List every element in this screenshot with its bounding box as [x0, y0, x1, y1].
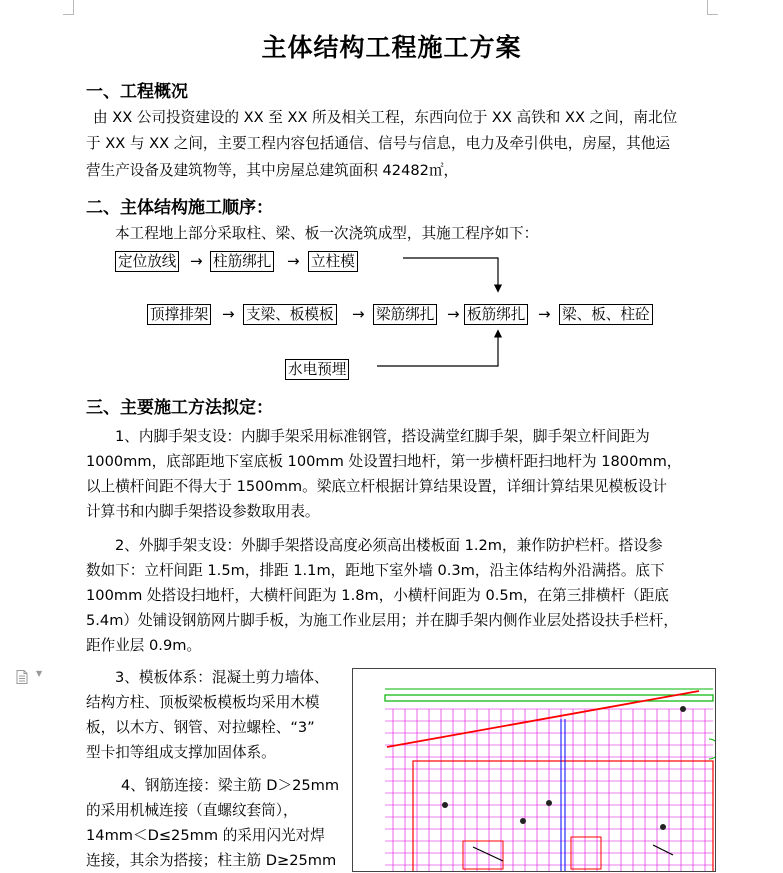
document-icon[interactable] [16, 670, 28, 684]
method1-line-4: 计算书和内脚手架搭设参数取用表。 [86, 503, 320, 520]
formwork-plan-drawing [352, 668, 716, 872]
overview-line-1: 由 XX 公司投资建设的 XX 至 XX 所及相关工程，东西向位于 XX 高铁和 XX 之间，南北位 [93, 109, 678, 126]
section-heading-methods: 三、主要施工方法拟定： [86, 398, 273, 418]
support-symbol-5 [680, 706, 686, 712]
method3-line-3: 板，以木方、钢管、对拉螺栓、“3” [86, 719, 315, 736]
method4-line-1: 4、钢筋连接：梁主筋 D＞25mm [121, 777, 340, 794]
flow-step-beam-rebar: 梁筋绑扎 [373, 304, 437, 325]
method4-line-2: 的采用机械连接（直螺纹套筒）， [86, 802, 298, 819]
red-section-line [387, 691, 699, 747]
method4-line-4: 连接，其余为搭接；柱主筋 D≥25mm [86, 852, 337, 869]
method1-line-2: 1000mm，底部距地下室底板 100mm 处设置扫地杆，第一步横杆距扫地杆为 1800mm， [86, 453, 682, 470]
support-symbol-1 [442, 802, 448, 808]
green-arc [709, 739, 716, 759]
method2-line-4: 5.4m）处铺设钢筋网片脚手板，为施工作业层用；并在脚手架内侧作业层处搭设扶手栏杆， [86, 612, 678, 629]
flow-arrow: → [538, 305, 551, 323]
flow-arrow: → [352, 305, 365, 323]
method1-line-1: 1、内脚手架支设：内脚手架采用标准钢管，搭设满堂红脚手架，脚手架立杆间距为 [115, 428, 650, 445]
method4-line-3: 14mm＜D≤25mm 的采用闪光对焊 [86, 827, 325, 844]
method1-line-3: 以上横杆间距不得大于 1500mm。梁底立杆根据计算结果设置，详细计算结果见模板设计 [86, 478, 667, 495]
flow-step-mep-embed: 水电预埋 [285, 359, 349, 380]
support-symbol-4 [660, 824, 666, 830]
method2-line-5: 距作业层 0.9m。 [86, 637, 202, 654]
flow-arrow: → [447, 305, 460, 323]
red-outline [413, 761, 713, 872]
method2-line-1: 2、外脚手架支设：外脚手架搭设高度必须高出楼板面 1.2m，兼作防护栏杆。搭设参 [115, 537, 663, 554]
flow-step-column-rebar: 柱筋绑扎 [210, 251, 274, 272]
magenta-grid [385, 709, 713, 872]
black-marker-2 [653, 845, 673, 855]
sequence-intro: 本工程地上部分采取柱、梁、板一次浇筑成型，其施工程序如下： [115, 225, 539, 242]
connector-top [403, 258, 498, 291]
method3-line-4: 型卡扣等组成支撑加固体系。 [86, 744, 276, 761]
method3-line-1: 3、模板体系：混凝土剪力墙体、 [115, 669, 329, 686]
overview-line-2: 于 XX 与 XX 之间，主要工程内容包括通信、信号与信息，电力及牵引供电，房屋，其他运 [86, 135, 670, 152]
flow-step-concrete-pour: 梁、板、柱砼 [559, 304, 653, 325]
method2-line-3: 100mm 处搭设扫地杆，大横杆间距为 1.8m，小横杆间距为 0.5m，在第三排横杆（距底 [86, 587, 669, 604]
caret-down-icon[interactable]: ▼ [36, 669, 43, 678]
flow-step-shoring: 顶撑排架 [147, 304, 211, 325]
flow-step-column-formwork: 立柱模 [308, 251, 358, 272]
flow-arrow: → [287, 252, 300, 270]
connector-bottom [377, 331, 498, 366]
formwork-plan-svg [353, 669, 716, 872]
document-title: 主体结构工程施工方案 [261, 33, 522, 62]
flow-step-beam-slab-formwork: 支梁、板模板 [243, 304, 337, 325]
flow-step-slab-rebar: 板筋绑扎 [464, 304, 528, 325]
flow-arrow: → [222, 305, 235, 323]
section-heading-overview: 一、工程概况 [86, 82, 188, 102]
method3-line-2: 结构方柱、顶板梁板模板均采用木模 [86, 694, 320, 711]
section-heading-sequence: 二、主体结构施工顺序： [86, 198, 273, 218]
flow-arrow: → [190, 252, 203, 270]
support-symbol-2 [546, 800, 552, 806]
support-symbol-3 [520, 818, 526, 824]
flow-step-layout-lines: 定位放线 [115, 251, 179, 272]
overview-line-3: 营生产设备及建筑物等，其中房屋总建筑面积 42482㎡， [86, 162, 459, 179]
method2-line-2: 数如下：立杆间距 1.5m，排距 1.1m，距地下室外墙 0.3m，沿主体结构外沿满搭。底下 [86, 562, 665, 579]
black-marker-1 [473, 847, 503, 861]
